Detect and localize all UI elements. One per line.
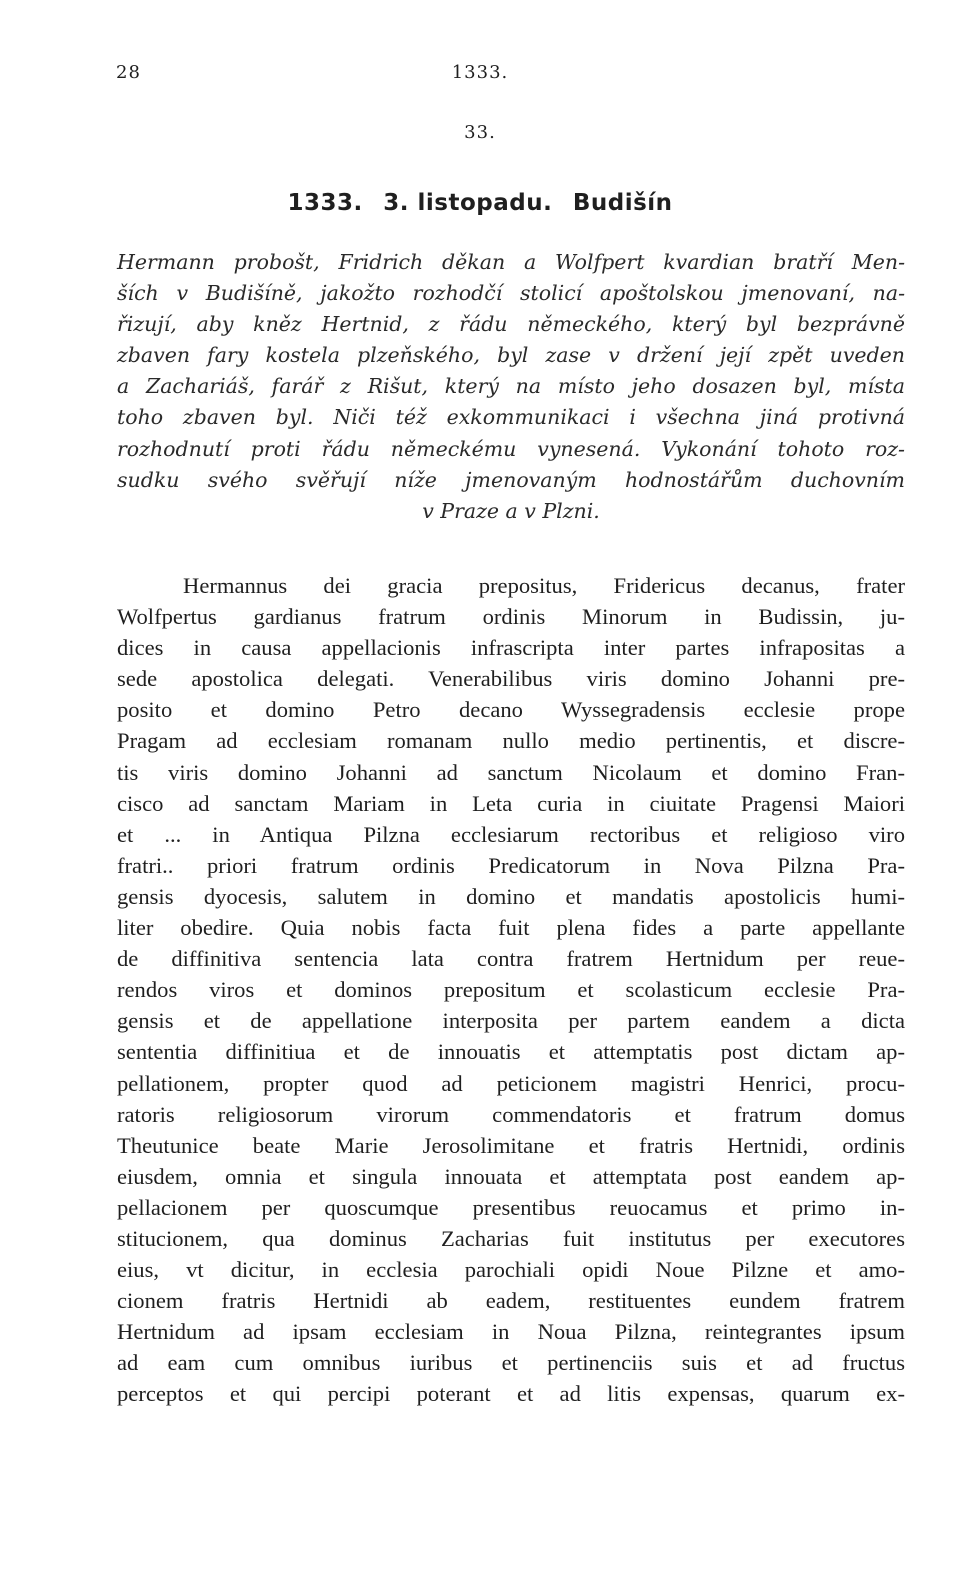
running-head: 1333. (451, 62, 509, 83)
body-line: pellacionem per quoscumque presentibus reuocamus et primo in- (117, 1194, 905, 1220)
body-line: de diffinitiva sentencia lata contra fratrem Hertnidum per reue- (117, 946, 905, 972)
body-line: fratri.. priori fratrum ordinis Predicatorum in Nova Pilzna Pra- (117, 852, 905, 878)
regest-line: řizují, aby kněz Hertnid, z řádu německého, který byl bezprávně (117, 312, 905, 337)
document-number: 33. (464, 122, 496, 143)
regest-summary (117, 248, 905, 528)
body-line: gensis et de appellatione interposita per partem eandem a dicta (117, 1008, 905, 1034)
body-line: dices in causa appellacionis infrascripta inter partes infrapositas a (117, 635, 905, 661)
dateline-place: Budišín (572, 190, 673, 216)
regest-line: rozhodnutí proti řádu německému vynesená. Vykonání tohoto roz- (117, 436, 905, 461)
dateline-day: 3. listopadu. (383, 190, 553, 216)
body-line: Pragam ad ecclesiam romanam nullo medio pertinentis, et discre- (117, 728, 905, 754)
regest-line: zbaven fary kostela plzeňského, byl zase v držení její zpět uveden (117, 343, 905, 368)
regest-line: sudku svého svěřují níže jmenovaným hodnostářům duchovním (117, 467, 905, 492)
body-line: et ... in Antiqua Pilzna ecclesiarum rectoribus et religioso viro (117, 821, 905, 847)
body-line: Theutunice beate Marie Jerosolimitane et fratris Hertnidi, ordinis (117, 1132, 905, 1158)
body-line: stitucionem, qua dominus Zacharias fuit institutus per executores (117, 1225, 905, 1251)
body-line: tis viris domino Johanni ad sanctum Nicolaum et domino Fran- (117, 759, 905, 785)
latin-charter-text (117, 570, 905, 1410)
body-line: perceptos et qui percipi poterant et ad litis expensas, quarum ex- (117, 1381, 905, 1407)
body-line: sede apostolica delegati. Venerabilibus viris domino Johanni pre- (117, 666, 905, 692)
dateline (0, 190, 960, 216)
body-line: Hermannus dei gracia prepositus, Fridericus decanus, frater (183, 573, 905, 598)
body-line: gensis dyocesis, salutem in domino et mandatis apostolicis humi- (117, 883, 905, 909)
regest-line: a Zachariáš, farář z Rišut, který na místo jeho dosazen byl, místa (117, 374, 905, 399)
body-line: pellationem, propter quod ad peticionem magistri Henrici, procu- (117, 1070, 905, 1096)
dateline-year: 1333. (287, 190, 363, 216)
body-line: eius, vt dicitur, in ecclesia parochiali opidi Noue Pilzne et amo- (117, 1257, 905, 1283)
body-line: eiusdem, omnia et singula innouata et attemptata post eandem ap- (117, 1163, 905, 1189)
page-number: 28 (116, 62, 141, 83)
body-line: Hertnidum ad ipsam ecclesiam in Noua Pilzna, reintegrantes ipsum (117, 1319, 905, 1345)
body-line: sententia diffinitiua et de innouatis et attemptatis post dictam ap- (117, 1039, 905, 1065)
body-line: rendos viros et dominos prepositum et scolasticum ecclesie Pra- (117, 977, 905, 1003)
body-line: liter obedire. Quia nobis facta fuit plena fides a parte appellante (117, 915, 905, 941)
regest-line: ších v Budišíně, jakožto rozhodčí stolicí apoštolskou jmenovaní, na- (117, 281, 905, 306)
body-line: cisco ad sanctam Mariam in Leta curia in ciuitate Pragensi Maiori (117, 790, 905, 816)
regest-line: Hermann probošt, Fridrich děkan a Wolfpert kvardian bratří Men- (117, 250, 905, 274)
body-line: ad eam cum omnibus iuribus et pertinenciis suis et ad fructus (117, 1350, 905, 1376)
regest-line: v Praze a v Plzni. (422, 498, 600, 523)
body-line: cionem fratris Hertnidi ab eadem, restituentes eundem fratrem (117, 1288, 905, 1314)
body-line: Wolfpertus gardianus fratrum ordinis Minorum in Budissin, ju- (117, 604, 905, 630)
body-line: ratoris religiosorum virorum commendatoris et fratrum domus (117, 1101, 905, 1127)
body-line: posito et domino Petro decano Wyssegradensis ecclesie prope (117, 697, 905, 723)
regest-line: toho zbaven byl. Niči též exkommunikaci i všechna jiná protivná (117, 405, 905, 430)
